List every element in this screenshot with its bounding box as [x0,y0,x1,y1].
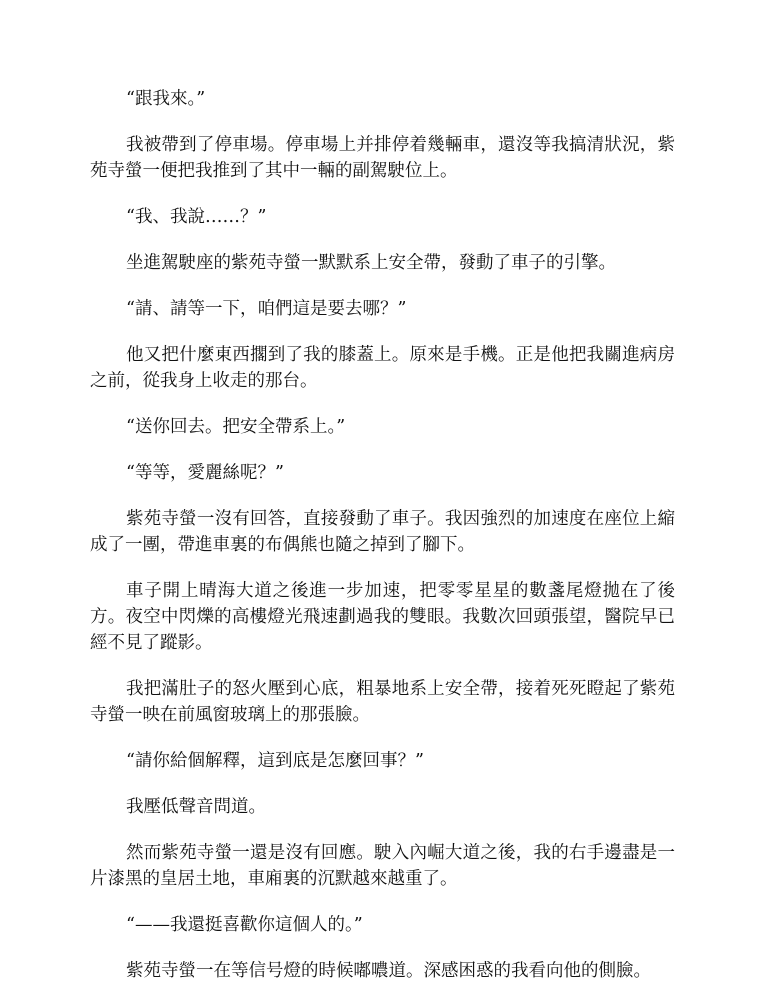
paragraph-11: 我把滿肚子的怒火壓到心底，粗暴地系上安全帶，接着死死瞪起了紫苑寺螢一映在前風窗玻璃上的那張臉。 [90,679,675,725]
paragraph-10: 車子開上晴海大道之後進一步加速，把零零星星的數盞尾燈拋在了後方。夜空中閃爍的高樓燈光飛速劃過我的雙眼。我數次回頭張望，醫院早已經不見了蹤影。 [90,581,675,653]
paragraph-2: 我被帶到了停車場。停車場上并排停着幾輛車，還沒等我搞清狀況，紫苑寺螢一便把我推到了其中一輛的副駕駛位上。 [90,135,675,181]
paragraph-8: “等等，愛麗絲呢？” [126,463,284,483]
document-body [90,86,675,1004]
paragraph-4: 坐進駕駛座的紫苑寺螢一默默系上安全帶，發動了車子的引擎。 [126,253,616,273]
paragraph-3: “我、我說……？” [126,207,267,227]
paragraph-7: “送你回去。把安全帶系上。” [126,417,346,437]
paragraph-15: “——我還挺喜歡你這個人的。” [126,915,363,935]
paragraph-1: “跟我來。” [126,89,206,109]
paragraph-14: 然而紫苑寺螢一還是沒有回應。駛入內崛大道之後，我的右手邊盡是一片漆黑的皇居土地，車廂裏的沉默越來越重了。 [90,843,675,889]
paragraph-5: “請、請等一下，咱們這是要去哪？” [126,299,407,319]
paragraph-12: “請你給個解釋，這到底是怎麼回事？” [126,751,424,771]
paragraph-16: 紫苑寺螢一在等信号燈的時候嘟噥道。深感困惑的我看向他的側臉。 [126,961,651,981]
paragraph-9: 紫苑寺螢一沒有回答，直接發動了車子。我因強烈的加速度在座位上縮成了一團，帶進車裏的布偶熊也隨之掉到了腳下。 [90,509,675,555]
paragraph-6: 他又把什麼東西擱到了我的膝蓋上。原來是手機。正是他把我關進病房之前，從我身上收走的那台。 [90,345,675,391]
paragraph-13: 我壓低聲音問道。 [126,797,266,817]
